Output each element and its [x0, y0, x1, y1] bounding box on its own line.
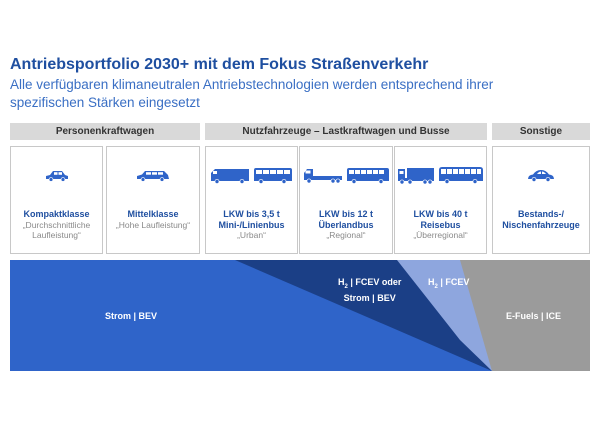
vehicle-card-nischenfahrzeuge — [492, 146, 590, 254]
vehicle-name-2: Nischenfahrzeuge — [502, 219, 580, 230]
vehicle-usage: „Regional“ — [326, 230, 366, 240]
page-title: Antriebsportfolio 2030+ mit dem Fokus Straßenverkehr — [10, 56, 429, 73]
vehicle-name-2: Mini-/Linienbus — [218, 219, 285, 230]
vehicle-card-lkw-3-5t — [205, 146, 298, 254]
classic-car-icon — [493, 165, 589, 187]
vehicle-name-2: Reisebus — [420, 219, 461, 230]
category-nfz: Nutzfahrzeuge – Lastkraftwagen und Busse — [205, 123, 487, 140]
vehicle-card-kompaktklasse — [10, 146, 103, 254]
vehicle-name: Mittelklasse — [127, 209, 179, 219]
vehicle-name: Kompaktklasse — [23, 209, 90, 219]
truck-and-coach-icon — [300, 165, 392, 187]
vehicle-name: Bestands-/ — [517, 209, 564, 219]
vehicle-usage: „Überregional“ — [413, 230, 468, 240]
compact-car-icon — [11, 165, 102, 187]
page-subtitle: Alle verfügbaren klimaneutralen Antriebstechnologien werden entsprechend ihrer spezifischen Stärken eingesetzt — [10, 77, 494, 110]
vehicle-card-lkw-40t — [394, 146, 487, 254]
vehicle-card-lkw-12t — [299, 146, 393, 254]
semi-truck-and-coach-icon — [395, 165, 486, 187]
vehicle-name: LKW bis 40 t — [413, 209, 468, 219]
vehicle-card-mittelklasse — [106, 146, 200, 254]
vehicle-usage: „Hohe Laufleistung“ — [115, 219, 191, 230]
vehicle-name: LKW bis 3,5 t — [223, 209, 280, 219]
vehicle-usage: „Urban“ — [237, 230, 266, 240]
category-sonstige: Sonstige — [492, 123, 590, 140]
vehicle-name-2: Überlandbus — [318, 219, 374, 230]
vehicle-name: LKW bis 12 t — [318, 209, 373, 219]
label-h2-fcev: $H_2$ | FCEV — [428, 277, 470, 290]
vehicle-usage: „Durchschnittliche Laufleistung“ — [22, 219, 91, 240]
estate-car-icon — [107, 165, 199, 187]
label-strom-bev: Strom | BEV — [105, 311, 158, 321]
label-h2-fcev-oder-strom: $H_2$ | FCEV oder Strom | BEV — [338, 277, 402, 303]
category-pkw: Personenkraftwagen — [10, 123, 200, 140]
van-and-minibus-icon — [206, 165, 297, 187]
technology-band — [10, 260, 590, 371]
label-efuels-ice: E-Fuels | ICE — [506, 311, 562, 321]
